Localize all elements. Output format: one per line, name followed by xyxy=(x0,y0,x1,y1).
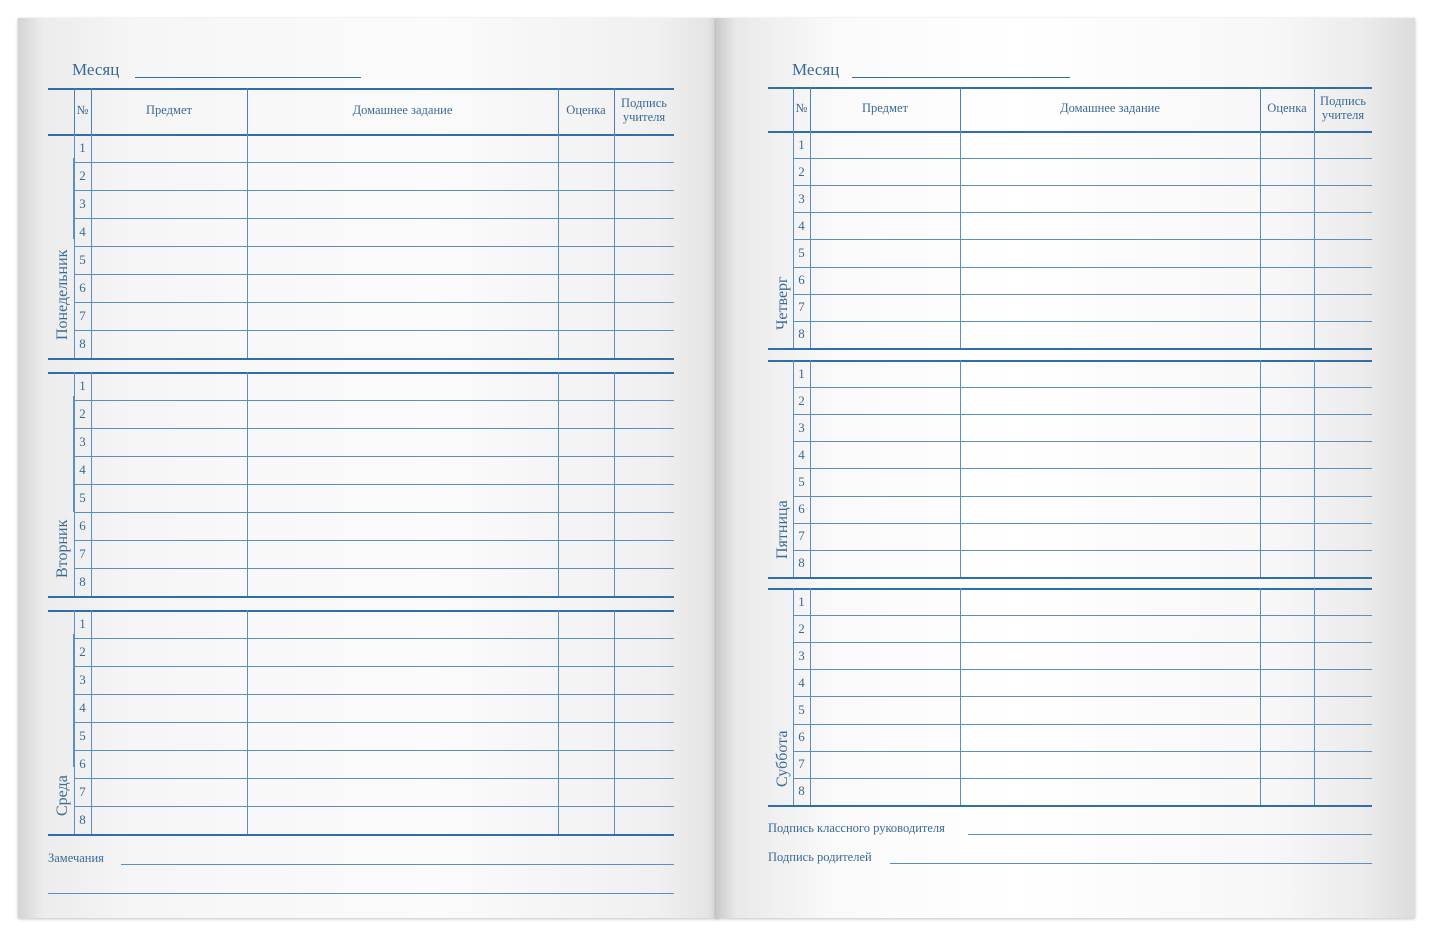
left-row-number: 3 xyxy=(79,196,86,211)
left-row-number: 2 xyxy=(79,644,86,659)
right-day-label: Четверг xyxy=(774,276,791,330)
left-month-field[interactable] xyxy=(135,77,361,78)
left-subject-cell[interactable] xyxy=(91,456,247,484)
right-grade-cell[interactable] xyxy=(1260,642,1314,669)
right-row-number: 7 xyxy=(798,299,805,315)
left-homework-cell[interactable] xyxy=(247,722,558,750)
right-homework-cell[interactable] xyxy=(960,158,1260,185)
left-homework-cell[interactable] xyxy=(247,330,558,358)
left-day-date-field[interactable] xyxy=(73,158,74,239)
right-signature-cell[interactable] xyxy=(1314,267,1372,294)
left-row-number: 7 xyxy=(79,784,86,799)
right-day-block-bottom-border xyxy=(768,577,1372,579)
right-homework-cell[interactable] xyxy=(960,642,1260,669)
left-signature-cell[interactable] xyxy=(614,330,674,358)
right-homework-cell[interactable] xyxy=(960,724,1260,751)
right-homework-cell[interactable] xyxy=(960,588,1260,615)
right-row-number: 3 xyxy=(798,647,805,663)
right-row-number: 4 xyxy=(798,446,805,462)
right-grade-cell[interactable] xyxy=(1260,523,1314,550)
right-row-number: 1 xyxy=(798,136,805,152)
right-subject-cell[interactable] xyxy=(810,615,960,642)
right-signature-cell[interactable] xyxy=(1314,496,1372,523)
left-grade-cell[interactable] xyxy=(558,372,614,400)
right-grade-cell[interactable] xyxy=(1260,212,1314,239)
right-grade-cell[interactable] xyxy=(1260,615,1314,642)
left-day-label: Понедельник xyxy=(54,249,71,340)
left-grade-cell[interactable] xyxy=(558,190,614,218)
left-row-number: 6 xyxy=(79,756,86,771)
right-day-block-bottom-border xyxy=(768,805,1372,807)
left-header-num: № xyxy=(76,103,89,117)
left-header-signature xyxy=(614,96,674,124)
left-homework-cell[interactable] xyxy=(247,400,558,428)
right-subject-cell[interactable] xyxy=(810,588,960,615)
left-grade-cell[interactable] xyxy=(558,778,614,806)
right-homework-cell[interactable] xyxy=(960,387,1260,414)
left-subject-cell[interactable] xyxy=(91,722,247,750)
left-signature-cell[interactable] xyxy=(614,274,674,302)
right-signature-cell[interactable] xyxy=(1314,387,1372,414)
right-subject-cell[interactable] xyxy=(810,669,960,696)
right-signature-cell[interactable] xyxy=(1314,185,1372,212)
left-homework-cell[interactable] xyxy=(247,806,558,834)
left-day-block-bottom-border xyxy=(48,834,674,836)
left-row-number: 1 xyxy=(79,616,86,631)
left-row-number: 6 xyxy=(79,280,86,295)
right-grade-cell[interactable] xyxy=(1260,724,1314,751)
left-row-number: 5 xyxy=(79,490,86,505)
parent-signature-line[interactable] xyxy=(890,863,1372,864)
left-row-number: 5 xyxy=(79,728,86,743)
right-signature-cell[interactable] xyxy=(1314,615,1372,642)
left-subject-cell[interactable] xyxy=(91,162,247,190)
right-header-subject: Предмет xyxy=(862,101,908,115)
right-header-homework: Домашнее задание xyxy=(1060,101,1160,115)
left-row-number: 1 xyxy=(79,378,86,393)
left-subject-cell[interactable] xyxy=(91,428,247,456)
right-subject-cell[interactable] xyxy=(810,239,960,266)
left-grade-cell[interactable] xyxy=(558,274,614,302)
left-row-number: 3 xyxy=(79,434,86,449)
right-homework-cell[interactable] xyxy=(960,669,1260,696)
left-subject-cell[interactable] xyxy=(91,610,247,638)
right-homework-cell[interactable] xyxy=(960,239,1260,266)
left-grade-cell[interactable] xyxy=(558,666,614,694)
right-grade-cell[interactable] xyxy=(1260,360,1314,387)
right-homework-cell[interactable] xyxy=(960,321,1260,348)
left-grade-cell[interactable] xyxy=(558,162,614,190)
left-signature-cell[interactable] xyxy=(614,694,674,722)
left-homework-cell[interactable] xyxy=(247,512,558,540)
left-homework-cell[interactable] xyxy=(247,302,558,330)
right-row-number: 6 xyxy=(798,272,805,288)
left-subject-cell[interactable] xyxy=(91,400,247,428)
left-subject-cell[interactable] xyxy=(91,638,247,666)
left-row-number: 4 xyxy=(79,224,86,239)
left-homework-cell[interactable] xyxy=(247,484,558,512)
left-table-top-border xyxy=(48,88,674,90)
right-grade-cell[interactable] xyxy=(1260,496,1314,523)
right-subject-cell[interactable] xyxy=(810,267,960,294)
left-homework-cell[interactable] xyxy=(247,190,558,218)
right-subject-cell[interactable] xyxy=(810,212,960,239)
right-signature-cell[interactable] xyxy=(1314,321,1372,348)
right-subject-cell[interactable] xyxy=(810,158,960,185)
left-signature-cell[interactable] xyxy=(614,540,674,568)
right-row-number: 7 xyxy=(798,756,805,772)
right-row-number: 5 xyxy=(798,701,805,717)
right-grade-cell[interactable] xyxy=(1260,131,1314,158)
right-subject-cell[interactable] xyxy=(810,131,960,158)
left-subject-cell[interactable] xyxy=(91,750,247,778)
right-grade-cell[interactable] xyxy=(1260,550,1314,577)
left-signature-cell[interactable] xyxy=(614,666,674,694)
left-grade-cell[interactable] xyxy=(558,428,614,456)
left-homework-cell[interactable] xyxy=(247,246,558,274)
left-signature-cell[interactable] xyxy=(614,638,674,666)
right-subject-cell[interactable] xyxy=(810,468,960,495)
left-header-homework: Домашнее задание xyxy=(352,103,453,117)
right-day-label: Пятница xyxy=(774,500,791,559)
left-signature-cell[interactable] xyxy=(614,456,674,484)
right-table-top-border xyxy=(768,87,1372,89)
right-signature-cell[interactable] xyxy=(1314,441,1372,468)
left-homework-cell[interactable] xyxy=(247,456,558,484)
right-subject-cell[interactable] xyxy=(810,523,960,550)
left-homework-cell[interactable] xyxy=(247,694,558,722)
right-row-number: 1 xyxy=(798,593,805,609)
left-grade-cell[interactable] xyxy=(558,484,614,512)
left-month-label: Месяц xyxy=(72,60,120,79)
right-subject-cell[interactable] xyxy=(810,321,960,348)
remarks-line-1[interactable] xyxy=(121,864,674,865)
left-subject-cell[interactable] xyxy=(91,540,247,568)
right-row-number: 7 xyxy=(798,528,805,544)
right-homework-cell[interactable] xyxy=(960,468,1260,495)
right-grade-cell[interactable] xyxy=(1260,468,1314,495)
right-subject-cell[interactable] xyxy=(810,360,960,387)
left-signature-cell[interactable] xyxy=(614,246,674,274)
class-teacher-signature-line[interactable] xyxy=(968,834,1372,835)
left-subject-cell[interactable] xyxy=(91,372,247,400)
right-subject-cell[interactable] xyxy=(810,751,960,778)
left-signature-cell[interactable] xyxy=(614,218,674,246)
left-row-number: 2 xyxy=(79,168,86,183)
left-grade-cell[interactable] xyxy=(558,540,614,568)
right-row-number: 6 xyxy=(798,729,805,745)
right-row-number: 4 xyxy=(798,217,805,233)
right-signature-cell[interactable] xyxy=(1314,212,1372,239)
right-grade-cell[interactable] xyxy=(1260,751,1314,778)
left-grade-cell[interactable] xyxy=(558,330,614,358)
right-grade-cell[interactable] xyxy=(1260,239,1314,266)
right-subject-cell[interactable] xyxy=(810,441,960,468)
right-day-date-field[interactable] xyxy=(793,612,794,721)
left-header-signature-line2: учителя xyxy=(622,110,666,124)
right-grade-cell[interactable] xyxy=(1260,441,1314,468)
left-signature-cell[interactable] xyxy=(614,162,674,190)
right-subject-cell[interactable] xyxy=(810,387,960,414)
left-row-number: 6 xyxy=(79,518,86,533)
right-header-signature xyxy=(1314,94,1372,122)
left-grade-cell[interactable] xyxy=(558,694,614,722)
left-day-date-field[interactable] xyxy=(73,634,74,767)
remarks-label: Замечания xyxy=(48,851,104,865)
left-subject-cell[interactable] xyxy=(91,806,247,834)
right-signature-cell[interactable] xyxy=(1314,294,1372,321)
right-row-number: 3 xyxy=(798,190,805,206)
right-homework-cell[interactable] xyxy=(960,778,1260,805)
left-signature-cell[interactable] xyxy=(614,722,674,750)
left-homework-cell[interactable] xyxy=(247,610,558,638)
left-signature-cell[interactable] xyxy=(614,134,674,162)
left-row-number: 1 xyxy=(79,140,86,155)
left-row-number: 8 xyxy=(79,812,86,827)
right-grade-cell[interactable] xyxy=(1260,588,1314,615)
right-homework-cell[interactable] xyxy=(960,441,1260,468)
right-row-number: 3 xyxy=(798,419,805,435)
right-row-number: 4 xyxy=(798,674,805,690)
left-homework-cell[interactable] xyxy=(247,134,558,162)
right-day-block-bottom-border xyxy=(768,348,1372,350)
left-row-number: 8 xyxy=(79,336,86,351)
right-grade-cell[interactable] xyxy=(1260,696,1314,723)
right-signature-cell[interactable] xyxy=(1314,588,1372,615)
right-signature-cell[interactable] xyxy=(1314,778,1372,805)
right-homework-cell[interactable] xyxy=(960,550,1260,577)
left-row-number: 7 xyxy=(79,546,86,561)
left-subject-cell[interactable] xyxy=(91,218,247,246)
left-subject-cell[interactable] xyxy=(91,302,247,330)
left-subject-cell[interactable] xyxy=(91,512,247,540)
right-signature-cell[interactable] xyxy=(1314,642,1372,669)
left-subject-cell[interactable] xyxy=(91,666,247,694)
right-grade-cell[interactable] xyxy=(1260,158,1314,185)
left-day-label: Вторник xyxy=(54,519,71,578)
left-homework-cell[interactable] xyxy=(247,568,558,596)
left-grade-cell[interactable] xyxy=(558,400,614,428)
right-subject-cell[interactable] xyxy=(810,778,960,805)
left-signature-cell[interactable] xyxy=(614,568,674,596)
left-subject-cell[interactable] xyxy=(91,190,247,218)
right-row-number: 5 xyxy=(798,473,805,489)
left-homework-cell[interactable] xyxy=(247,372,558,400)
left-signature-cell[interactable] xyxy=(614,190,674,218)
left-subject-cell[interactable] xyxy=(91,568,247,596)
right-signature-cell[interactable] xyxy=(1314,158,1372,185)
right-row-number: 2 xyxy=(798,620,805,636)
right-signature-cell[interactable] xyxy=(1314,550,1372,577)
right-signature-cell[interactable] xyxy=(1314,696,1372,723)
left-signature-cell[interactable] xyxy=(614,806,674,834)
right-grade-cell[interactable] xyxy=(1260,778,1314,805)
parent-signature-label: Подпись родителей xyxy=(768,850,872,864)
right-grade-cell[interactable] xyxy=(1260,267,1314,294)
right-grade-cell[interactable] xyxy=(1260,321,1314,348)
right-homework-cell[interactable] xyxy=(960,131,1260,158)
left-grade-cell[interactable] xyxy=(558,638,614,666)
left-subject-cell[interactable] xyxy=(91,484,247,512)
left-signature-cell[interactable] xyxy=(614,428,674,456)
left-header-grade: Оценка xyxy=(566,103,606,117)
right-homework-cell[interactable] xyxy=(960,696,1260,723)
right-homework-cell[interactable] xyxy=(960,615,1260,642)
left-day-date-field[interactable] xyxy=(73,396,74,512)
left-header-subject: Предмет xyxy=(146,103,192,117)
left-row-number: 4 xyxy=(79,700,86,715)
left-row-number: 5 xyxy=(79,252,86,267)
right-homework-cell[interactable] xyxy=(960,360,1260,387)
left-subject-cell[interactable] xyxy=(91,274,247,302)
right-row-number: 1 xyxy=(798,365,805,381)
right-row-number: 8 xyxy=(798,555,805,571)
right-day-label: Суббота xyxy=(774,730,791,787)
left-row-number: 3 xyxy=(79,672,86,687)
left-subject-cell[interactable] xyxy=(91,694,247,722)
left-grade-cell[interactable] xyxy=(558,722,614,750)
class-teacher-signature-label: Подпись классного руководителя xyxy=(768,821,945,835)
left-grade-cell[interactable] xyxy=(558,568,614,596)
right-subject-cell[interactable] xyxy=(810,414,960,441)
right-subject-cell[interactable] xyxy=(810,496,960,523)
left-subject-cell[interactable] xyxy=(91,246,247,274)
left-grade-cell[interactable] xyxy=(558,246,614,274)
left-row-number: 2 xyxy=(79,406,86,421)
right-homework-cell[interactable] xyxy=(960,523,1260,550)
right-subject-cell[interactable] xyxy=(810,550,960,577)
right-day-date-field[interactable] xyxy=(793,384,794,493)
right-signature-cell[interactable] xyxy=(1314,669,1372,696)
right-signature-cell[interactable] xyxy=(1314,724,1372,751)
left-homework-cell[interactable] xyxy=(247,274,558,302)
right-homework-cell[interactable] xyxy=(960,267,1260,294)
left-subject-cell[interactable] xyxy=(91,134,247,162)
left-homework-cell[interactable] xyxy=(247,750,558,778)
left-day-label: Среда xyxy=(54,775,71,816)
left-homework-cell[interactable] xyxy=(247,666,558,694)
left-subject-cell[interactable] xyxy=(91,778,247,806)
left-row-number: 8 xyxy=(79,574,86,589)
left-grade-cell[interactable] xyxy=(558,806,614,834)
left-signature-cell[interactable] xyxy=(614,512,674,540)
left-grade-cell[interactable] xyxy=(558,750,614,778)
left-subject-cell[interactable] xyxy=(91,330,247,358)
left-signature-cell[interactable] xyxy=(614,302,674,330)
right-signature-cell[interactable] xyxy=(1314,751,1372,778)
left-homework-cell[interactable] xyxy=(247,638,558,666)
left-grade-cell[interactable] xyxy=(558,610,614,638)
left-grade-cell[interactable] xyxy=(558,134,614,162)
right-grade-cell[interactable] xyxy=(1260,669,1314,696)
right-header-num: № xyxy=(795,101,808,115)
left-signature-cell[interactable] xyxy=(614,610,674,638)
left-row-number: 7 xyxy=(79,308,86,323)
left-homework-cell[interactable] xyxy=(247,428,558,456)
left-homework-cell[interactable] xyxy=(247,778,558,806)
right-row-number: 2 xyxy=(798,392,805,408)
left-grade-cell[interactable] xyxy=(558,456,614,484)
left-signature-cell[interactable] xyxy=(614,484,674,512)
right-signature-cell[interactable] xyxy=(1314,360,1372,387)
left-grade-cell[interactable] xyxy=(558,302,614,330)
remarks-line-2[interactable] xyxy=(48,893,674,894)
right-homework-cell[interactable] xyxy=(960,414,1260,441)
right-row-number: 2 xyxy=(798,163,805,179)
right-grade-cell[interactable] xyxy=(1260,414,1314,441)
right-subject-cell[interactable] xyxy=(810,185,960,212)
right-header-grade: Оценка xyxy=(1267,101,1307,115)
left-signature-cell[interactable] xyxy=(614,750,674,778)
right-subject-cell[interactable] xyxy=(810,642,960,669)
left-signature-cell[interactable] xyxy=(614,400,674,428)
left-homework-cell[interactable] xyxy=(247,540,558,568)
left-homework-cell[interactable] xyxy=(247,162,558,190)
right-row-number: 5 xyxy=(798,244,805,260)
left-day-block-bottom-border xyxy=(48,358,674,360)
left-homework-cell[interactable] xyxy=(247,218,558,246)
left-signature-cell[interactable] xyxy=(614,372,674,400)
right-homework-cell[interactable] xyxy=(960,185,1260,212)
left-day-block-bottom-border xyxy=(48,596,674,598)
right-homework-cell[interactable] xyxy=(960,751,1260,778)
right-signature-cell[interactable] xyxy=(1314,523,1372,550)
right-row-number: 8 xyxy=(798,326,805,342)
right-month-field[interactable] xyxy=(852,77,1070,78)
right-subject-cell[interactable] xyxy=(810,724,960,751)
right-signature-cell[interactable] xyxy=(1314,414,1372,441)
right-header-signature-line1: Подпись xyxy=(1320,94,1366,108)
right-subject-cell[interactable] xyxy=(810,294,960,321)
right-row-number: 8 xyxy=(798,783,805,799)
right-signature-cell[interactable] xyxy=(1314,468,1372,495)
right-day-date-field[interactable] xyxy=(793,155,794,264)
right-signature-cell[interactable] xyxy=(1314,239,1372,266)
left-grade-cell[interactable] xyxy=(558,218,614,246)
right-grade-cell[interactable] xyxy=(1260,185,1314,212)
right-header-signature-line2: учителя xyxy=(1321,108,1365,122)
left-signature-cell[interactable] xyxy=(614,778,674,806)
right-signature-cell[interactable] xyxy=(1314,131,1372,158)
right-subject-cell[interactable] xyxy=(810,696,960,723)
left-row-number: 4 xyxy=(79,462,86,477)
right-grade-cell[interactable] xyxy=(1260,294,1314,321)
right-row-number: 6 xyxy=(798,501,805,517)
left-header-signature-line1: Подпись xyxy=(621,96,667,110)
right-month-label: Месяц xyxy=(792,60,840,79)
right-homework-cell[interactable] xyxy=(960,294,1260,321)
right-homework-cell[interactable] xyxy=(960,496,1260,523)
left-grade-cell[interactable] xyxy=(558,512,614,540)
right-grade-cell[interactable] xyxy=(1260,387,1314,414)
right-homework-cell[interactable] xyxy=(960,212,1260,239)
